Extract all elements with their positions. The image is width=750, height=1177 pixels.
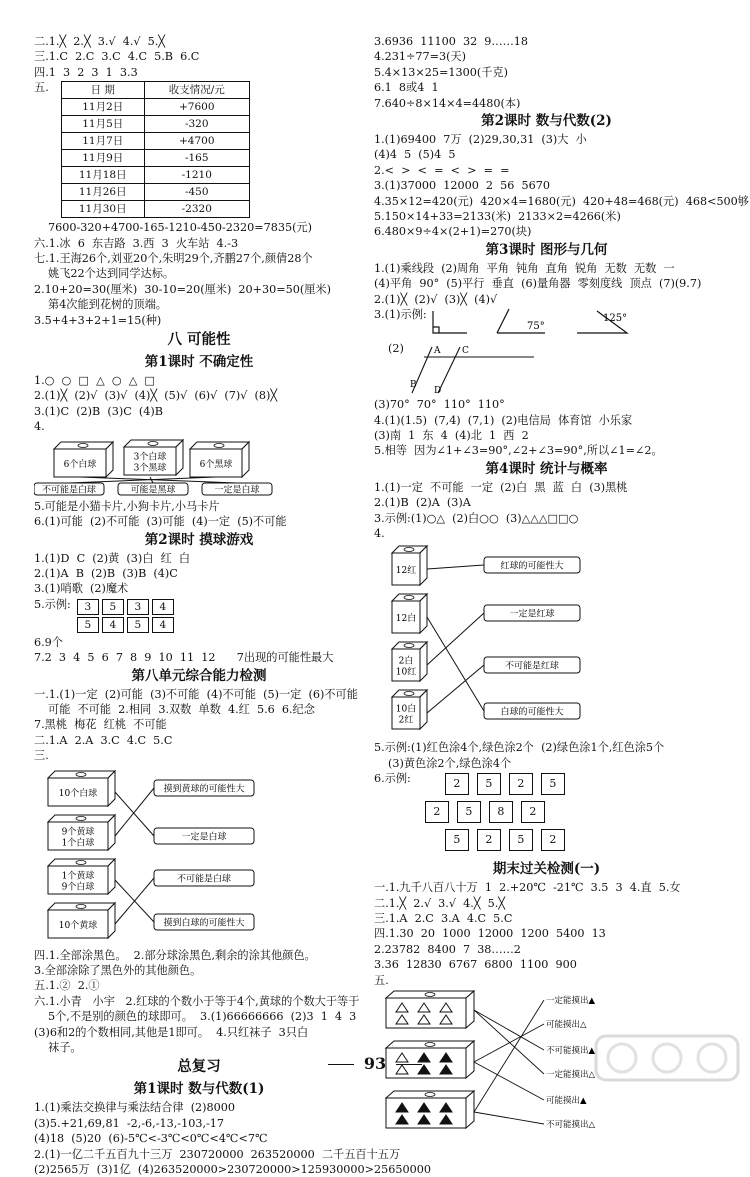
grid-card: 5	[445, 829, 469, 851]
test8-line: 三.	[34, 749, 49, 763]
final-answer-label: 一定能摸出△	[546, 1070, 596, 1080]
test8-answer-label	[154, 870, 254, 886]
review-lesson1-answers-cont	[374, 34, 719, 111]
review3-line: 1.(1)乘线段 (2)周角 平角 钝角 直角 锐角 无数 无数 一	[374, 261, 675, 275]
r-q4-box	[392, 642, 427, 681]
number-card: 5	[77, 617, 99, 633]
r-q4-answer-label	[484, 703, 580, 719]
grid-card: 2	[509, 773, 533, 795]
r-q4-matching-diagram	[374, 543, 719, 738]
table-cell: +4700	[144, 133, 249, 150]
lesson1-line: 1.○ ○ □ △ ○ △ □	[34, 374, 155, 388]
number-card: 5	[127, 617, 149, 633]
match-line	[115, 878, 154, 924]
review1-cont-line: 6.1 8或4 1	[374, 81, 439, 95]
match-line	[427, 613, 484, 665]
box-label: 3个黑球	[133, 463, 167, 474]
table-cell: 11月9日	[61, 150, 144, 167]
svg-text:摸到黄球的可能性大: 摸到黄球的可能性大	[163, 784, 245, 795]
grid-row	[445, 829, 565, 851]
table-row	[61, 99, 249, 116]
box-label: 12白	[395, 614, 417, 625]
review2-line: (4)4 5 (5)4 5	[374, 148, 456, 162]
table-header-cell: 收支情况/元	[144, 82, 249, 99]
final-line: 四.1.30 20 1000 12000 1200 5400 13	[374, 927, 606, 941]
final-box	[386, 991, 474, 1028]
table-header-row	[61, 82, 249, 99]
match-line	[427, 617, 484, 711]
lesson1-cont-line: 6.(1)可能 (2)不可能 (3)可能 (4)一定 (5)不可能	[34, 515, 287, 529]
review-lesson1-title: 第1课时 数与代数(1)	[133, 1081, 265, 1098]
final-line: 一.1.九千八百八十万 1 2.+20℃ -21℃ 3.5 3 4.直 5.女	[374, 881, 681, 895]
test8-answer-label	[154, 780, 254, 796]
unit7-cont-line: 7600-320+4700-165-1210-450-2320=7835(元)	[48, 221, 312, 235]
test8-answer-label	[154, 914, 254, 930]
test8-line: 二.1.A 2.A 3.C 4.C 5.C	[34, 733, 173, 747]
unit8-test-answers	[34, 687, 364, 764]
r-q4-box	[392, 690, 427, 729]
box-label: 12红	[395, 566, 417, 577]
svg-text:红球的可能性大: 红球的可能性大	[500, 561, 564, 572]
grid-card: 5	[477, 773, 501, 795]
box-label: 9个白球	[61, 882, 95, 893]
svg-text:一定是红球: 一定是红球	[509, 609, 555, 620]
final-answer-label: 可能摸出▲	[546, 1096, 587, 1106]
angle-figures	[427, 307, 687, 341]
review3-cont-line: (3)70° 70° 110° 110°	[374, 398, 505, 412]
table-cell: -2320	[144, 201, 249, 218]
unit7-line: 二.1.╳ 2.╳ 3.√ 4.√ 5.╳	[34, 35, 166, 48]
watermark-logo	[592, 1030, 742, 1085]
lesson1-line: 3.(1)C (2)B (3)C (4)B	[34, 404, 163, 418]
r-q4-answer-label	[484, 557, 580, 573]
q3-parallel-lines	[374, 341, 719, 397]
review1-line: (3)5.+21,69,81 -2,-6,-13,-103,-17	[34, 1116, 225, 1130]
test8-box	[48, 903, 115, 938]
box-label: 1个黄球	[61, 871, 95, 882]
table-header-cell: 日 期	[61, 82, 144, 99]
box-label: 2红	[398, 715, 414, 726]
test8-line: 可能 不可能 2.相同 3.双数 单数 4.红 5.6 6.纪念	[48, 702, 315, 716]
svg-text:摸到白球的可能性大: 摸到白球的可能性大	[163, 918, 245, 929]
final-answer-label: 一定能摸出▲	[546, 996, 596, 1006]
table-row	[61, 133, 249, 150]
r-q5-line2: (3)黄色涂2个,绿色涂4个	[388, 756, 512, 770]
r-q4-box	[392, 546, 427, 585]
test8-cont-line: 六.1.小青 小宇 2.红球的个数小于等于4个,黄球的个数大于等于	[34, 994, 360, 1008]
grid-card: 5	[541, 773, 565, 795]
lesson2-answers	[34, 551, 364, 597]
review3-cont-line: 4.(1)(1.5) (7,4) (7,1) (2)电信局 体育馆 小乐家	[374, 413, 633, 427]
table-row	[61, 167, 249, 184]
grid-card: 8	[489, 801, 513, 823]
unit7-cont-line: 七.1.王海26个,刘亚20个,朱明29个,齐鹏27个,颜倩28个	[34, 252, 313, 266]
test8-cont-line: 袜子。	[48, 1041, 82, 1054]
answer-block-unit7	[34, 34, 364, 80]
review2-line: 5.150×14+33=2133(米) 2133×2=4266(米)	[374, 210, 621, 224]
final-line: 二.1.╳ 2.√ 3.√ 4.╳ 5.╳	[374, 896, 506, 910]
r-q4-label: 4.	[374, 526, 385, 540]
final-answer-label: 可能摸出△	[546, 1020, 587, 1030]
answer-block-unit7-cont	[34, 220, 364, 328]
test8-box	[48, 771, 115, 806]
grid-card: 5	[457, 801, 481, 823]
test8-line: 一.1.(1)一定 (2)可能 (3)不可能 (4)不可能 (5)一定 (6)不可能	[34, 687, 358, 701]
review4-line: 2.(1)B (2)A (3)A	[374, 496, 471, 510]
svg-text:白球的可能性大: 白球的可能性大	[500, 707, 564, 718]
number-card: 4	[152, 617, 174, 633]
grid-card: 5	[509, 829, 533, 851]
table-row	[61, 201, 249, 218]
unit7-cont-line: 3.5+4+3+2+1=15(种)	[34, 313, 162, 327]
number-card: 3	[127, 599, 149, 615]
lesson1-answers-cont	[34, 499, 364, 530]
box-label: 2白	[398, 656, 414, 667]
q4-box	[124, 440, 183, 475]
svg-text:一定是白球: 一定是白球	[214, 485, 260, 496]
box-label: 10个黄球	[58, 920, 98, 931]
match-line	[427, 565, 484, 569]
final-answer-label: 不可能摸出△	[546, 1120, 596, 1130]
table-cell: 11月26日	[61, 184, 144, 201]
test8-cont-line: 5个,不是别的颜色的球即可。 3.(1)66666666 (2)3 1 4 3	[48, 1010, 357, 1024]
review2-line: 6.480×9÷4×(2+1)=270(块)	[374, 225, 532, 239]
review4-line: 3.示例:(1)○△ (2)白○○ (3)△△△□□○	[374, 511, 579, 525]
line-label-c: C	[461, 346, 469, 357]
right-angle-figure	[433, 311, 467, 333]
q5-row-2	[77, 617, 174, 633]
table-label: 五.	[34, 81, 49, 95]
number-card: 4	[152, 599, 174, 615]
lesson2-line: 1.(1)D C (2)黄 (3)白 红 白	[34, 551, 191, 565]
final-q5-label: 五.	[374, 973, 389, 987]
final-answer-label: 不可能摸出▲	[546, 1046, 596, 1056]
r-q4-box	[392, 594, 427, 633]
number-card: 5	[102, 599, 124, 615]
table-cell: -320	[144, 116, 249, 133]
review-lesson4-answers	[374, 480, 719, 526]
lesson1-line: 2.(1)╳ (2)√ (3)√ (4)╳ (5)√ (6)√ (7)√ (8)╳	[34, 389, 278, 403]
line-label-d: D	[433, 386, 442, 397]
q5-row-1	[77, 599, 174, 615]
number-card: 3	[77, 599, 99, 615]
grid-card: 2	[521, 801, 545, 823]
test8-answer-label	[154, 828, 254, 844]
grid-row	[445, 773, 565, 795]
table-cell: -1210	[144, 167, 249, 184]
review1-cont-line: 4.231÷77=3(天)	[374, 50, 467, 64]
line-label-a: A	[433, 346, 441, 357]
income-table-section	[34, 80, 364, 220]
review2-line: 2.< > < = < > = =	[374, 163, 510, 177]
review1-line: 2.(1)一亿二千五百九十三万 230720000 263520000 二千五百十五万	[34, 1147, 401, 1161]
lesson2-cont-line: 7.2 3 4 5 6 7 8 9 10 11 12 7出现的可能性最大	[34, 651, 334, 665]
unit7-cont-line: 2.10+20=30(厘米) 30-10=20(厘米) 20+30=50(厘米)	[34, 282, 331, 296]
table-row	[61, 150, 249, 167]
final-line: 2.23782 8400 7 38……2	[374, 942, 521, 956]
svg-text:一定是白球: 一定是白球	[181, 832, 227, 843]
angle-75-label: 75°	[526, 321, 545, 333]
review-lesson3-answers	[374, 261, 719, 307]
table-cell: -165	[144, 150, 249, 167]
q3-label: 3.(1)示例:	[374, 308, 427, 322]
match-line	[427, 665, 484, 713]
table-cell: 11月5日	[61, 116, 144, 133]
unit7-line: 四.1 3 2 3 1 3.3	[34, 65, 138, 79]
q5-number-cards	[34, 597, 364, 635]
table-cell: 11月7日	[61, 133, 144, 150]
lesson1-title: 第1课时 不确定性	[144, 354, 254, 371]
table-cell: 11月2日	[61, 99, 144, 116]
q3-2-label: (2)	[388, 342, 404, 356]
lesson2-title: 第2课时 摸球游戏	[144, 531, 254, 548]
lesson1-answers	[34, 373, 364, 419]
q5-label: 5.示例:	[34, 597, 71, 611]
box-label: 1个白球	[61, 838, 95, 849]
number-card: 4	[102, 617, 124, 633]
unit7-cont-line: 姚飞22个达到同学达标。	[48, 267, 175, 281]
q4-answer-label	[118, 483, 188, 496]
box-label: 10个白球	[58, 788, 98, 799]
lesson2-cont-line: 6.9个	[34, 635, 63, 649]
test8-cont-line: 五.1.② 2.①	[34, 979, 100, 993]
grid-card: 2	[477, 829, 501, 851]
review2-line: 3.(1)37000 12000 2 56 5670	[374, 179, 550, 193]
unit8-test-title: 第八单元综合能力检测	[131, 667, 267, 684]
box-label: 6个黑球	[199, 459, 233, 470]
test8-cont-line: 3.全部涂除了黑色外的其他颜色。	[34, 963, 202, 977]
unit7-cont-line: 第4次能到花树的顶端。	[48, 298, 167, 312]
svg-text:不可能是白球: 不可能是白球	[41, 485, 97, 496]
table-row	[61, 116, 249, 133]
line-label-b: B	[409, 380, 417, 391]
review3-line: (4)平角 90° (5)平行 垂直 (6)量角器 零刻度线 顶点 (7)(9.7)	[374, 277, 702, 291]
unit8-test-answers-cont	[34, 948, 364, 1056]
match-line	[80, 477, 237, 483]
review2-line: 1.(1)69400 7万 (2)29,30,31 (3)大 小	[374, 133, 587, 147]
q4-box	[190, 442, 249, 477]
review1-cont-line: 5.4×13×25=1300(千克)	[374, 65, 508, 79]
table-cell: 11月18日	[61, 167, 144, 184]
test8-box	[48, 815, 115, 850]
r-q4-answer-label	[484, 605, 580, 621]
grid-row	[425, 801, 565, 823]
q4-box	[54, 442, 113, 477]
review-lesson2-title: 第2课时 数与代数(2)	[481, 113, 612, 130]
r-q5-line: 5.示例:(1)红色涂4个,绿色涂2个 (2)绿色涂1个,红色涂5个	[374, 741, 665, 755]
review3-cont-line: 5.相等 因为∠1+∠3=90°,∠2+∠3=90°,所以∠1=∠2。	[374, 444, 663, 458]
box-label: 10红	[395, 667, 417, 678]
income-table	[61, 81, 250, 218]
review2-line: 4.35×12=420(元) 420×4=1680(元) 420+48=468(元) 468<500够	[374, 194, 749, 208]
review1-line: (4)18 (5)20 (6)-5℃<-3℃<0℃<4℃<7℃	[34, 1132, 268, 1146]
match-line	[474, 1112, 544, 1124]
q4-matching-diagram	[34, 437, 364, 497]
q3-angle-drawings	[374, 307, 719, 341]
final-test-title: 期末过关检测(一)	[492, 861, 601, 878]
box-label: 6个白球	[63, 459, 97, 470]
box-label: 3个白球	[133, 452, 167, 463]
lesson2-line: 2.(1)A B (2)B (3)B (4)C	[34, 566, 178, 580]
q4-answer-label	[202, 483, 272, 496]
box-label: 10白	[395, 704, 417, 715]
lesson2-line: 3.(1)哨歌 (2)魔术	[34, 582, 129, 596]
grid-card: 2	[425, 801, 449, 823]
review3-line: 2.(1)╳ (2)√ (3)╳ (4)√	[374, 292, 498, 306]
review1-cont-line: 7.640÷8×14×4=4480(本)	[374, 96, 521, 110]
q4-answer-label	[34, 483, 104, 496]
parallel-lines-figure	[404, 341, 544, 397]
svg-text:不可能是红球: 不可能是红球	[504, 661, 560, 672]
table-row	[61, 184, 249, 201]
r-q6-label: 6.示例:	[374, 772, 411, 786]
test8-matching-diagram	[34, 766, 364, 946]
lesson2-answers-cont	[34, 635, 364, 666]
unit8-title: 八 可能性	[167, 331, 231, 349]
test8-cont-line: 四.1.全部涂黑色。 2.部分球涂黑色,剩余的涂其他颜色。	[34, 948, 316, 962]
unit7-cont-line: 六.1.冰 6 东吉路 3.西 3 火车站 4.-3	[34, 236, 239, 250]
table-cell: +7600	[144, 99, 249, 116]
unit7-line: 三.1.C 2.C 3.C 4.C 5.B 6.C	[34, 50, 200, 64]
review-lesson4-title: 第4课时 统计与概率	[485, 460, 608, 477]
review1-line: 1.(1)乘法交换律与乘法结合律 (2)8000	[34, 1101, 236, 1115]
final-test-answers	[374, 880, 719, 972]
q4-label: 4.	[34, 420, 45, 434]
r-q6-grid	[425, 773, 565, 857]
final-box	[386, 1091, 474, 1128]
test8-box	[48, 859, 115, 894]
grid-card: 2	[541, 829, 565, 851]
box-label: 9个黄球	[61, 827, 95, 838]
review-lesson1-answers	[34, 1100, 431, 1177]
review4-line: 1.(1)一定 不可能 一定 (2)白 黑 蓝 白 (3)黑桃	[374, 480, 628, 494]
review-lesson3-answers-cont	[374, 397, 719, 459]
review-title: 总复习	[177, 1058, 221, 1076]
table-cell: -450	[144, 184, 249, 201]
svg-text:不可能是白球: 不可能是白球	[176, 874, 232, 885]
review1-cont-line: 3.6936 11100 32 9……18	[374, 35, 529, 48]
grid-card: 2	[445, 773, 469, 795]
r-q4-answer-label	[484, 657, 580, 673]
page-number: 93	[0, 1054, 750, 1073]
review-lesson2-answers	[374, 132, 749, 240]
final-line: 3.36 12830 6767 6800 1100 900	[374, 958, 577, 972]
test8-line: 7.黑桃 梅花 红桃 不可能	[34, 718, 167, 732]
table-cell: 11月30日	[61, 201, 144, 218]
final-line: 三.1.A 2.C 3.A 4.C 5.C	[374, 911, 513, 925]
svg-text:可能是黑球: 可能是黑球	[130, 485, 176, 496]
test8-cont-line: (3)6和2的个数相同,其他是1即可。 4.只红袜子 3只白	[34, 1025, 309, 1039]
right-column	[374, 34, 749, 1142]
review1-line: (2)2565万 (3)1亿 (4)263520000>230720000>125930000>25650000	[34, 1163, 431, 1177]
angle-125-label: 125°	[602, 313, 627, 325]
lesson1-cont-line: 5.可能是小猫卡片,小狗卡片,小马卡片	[34, 499, 220, 513]
review-lesson3-title: 第3课时 图形与几何	[485, 241, 608, 258]
r-q6-grid-section	[374, 771, 719, 859]
review3-cont-line: (3)南 1 东 4 (4)北 1 西 2	[374, 428, 529, 442]
